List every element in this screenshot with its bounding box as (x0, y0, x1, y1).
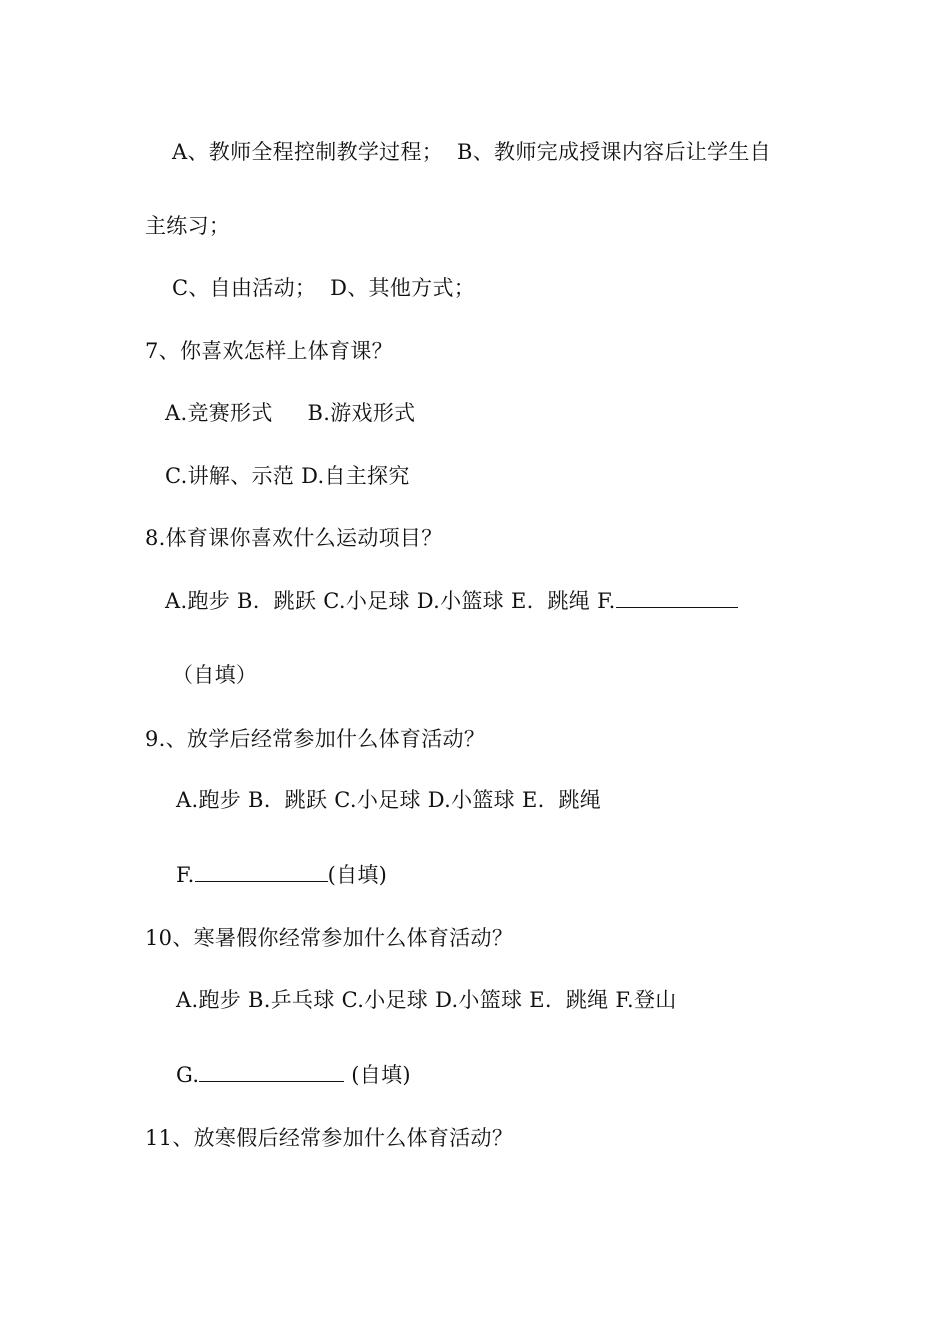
q9-question: 9.、放学后经常参加什么体育活动？ (145, 727, 486, 751)
q10-options: A.跑步 B.乒乓球 C.小足球 D.小篮球 E. 跳绳 F.登山 (176, 988, 677, 1012)
q6-options-line1: A、教师全程控制教学过程； B、教师完成授课内容后让学生自 (172, 140, 771, 164)
q9-option-f-row (176, 861, 387, 889)
q7-options-row1: A.竞赛形式 B.游戏形式 (165, 401, 416, 425)
q8-options-row (165, 587, 738, 615)
q8-self-fill: （自填） (172, 663, 258, 687)
q9-options: A.跑步 B. 跳跃 C.小足球 D.小篮球 E. 跳绳 (176, 788, 602, 812)
q6-options-line2: C、自由活动； D、其他方式； (172, 276, 476, 300)
q7-question: 7、你喜欢怎样上体育课？ (145, 339, 393, 363)
q8-question: 8.体育课你喜欢什么运动项目？ (145, 526, 443, 550)
q10-question: 10、寒暑假你经常参加什么体育活动？ (145, 926, 514, 950)
q7-options-row2: C.讲解、示范 D.自主探究 (165, 464, 410, 488)
q10-fill-blank[interactable] (199, 1061, 344, 1082)
q6-options-line1-continued: 主练习； (145, 214, 231, 238)
q8-fill-blank[interactable] (616, 587, 738, 608)
q8-options: A.跑步 B. 跳跃 C.小足球 D.小篮球 E. 跳绳 F. (165, 589, 616, 613)
q10-self-fill: (自填) (344, 1063, 411, 1087)
q10-option-g-row (176, 1061, 411, 1089)
q9-fill-blank[interactable] (195, 861, 328, 882)
q9-option-f: F. (176, 863, 195, 887)
q9-self-fill: (自填) (327, 863, 388, 887)
q11-question: 11、放寒假后经常参加什么体育活动？ (145, 1126, 514, 1150)
q10-option-g: G. (176, 1063, 200, 1087)
